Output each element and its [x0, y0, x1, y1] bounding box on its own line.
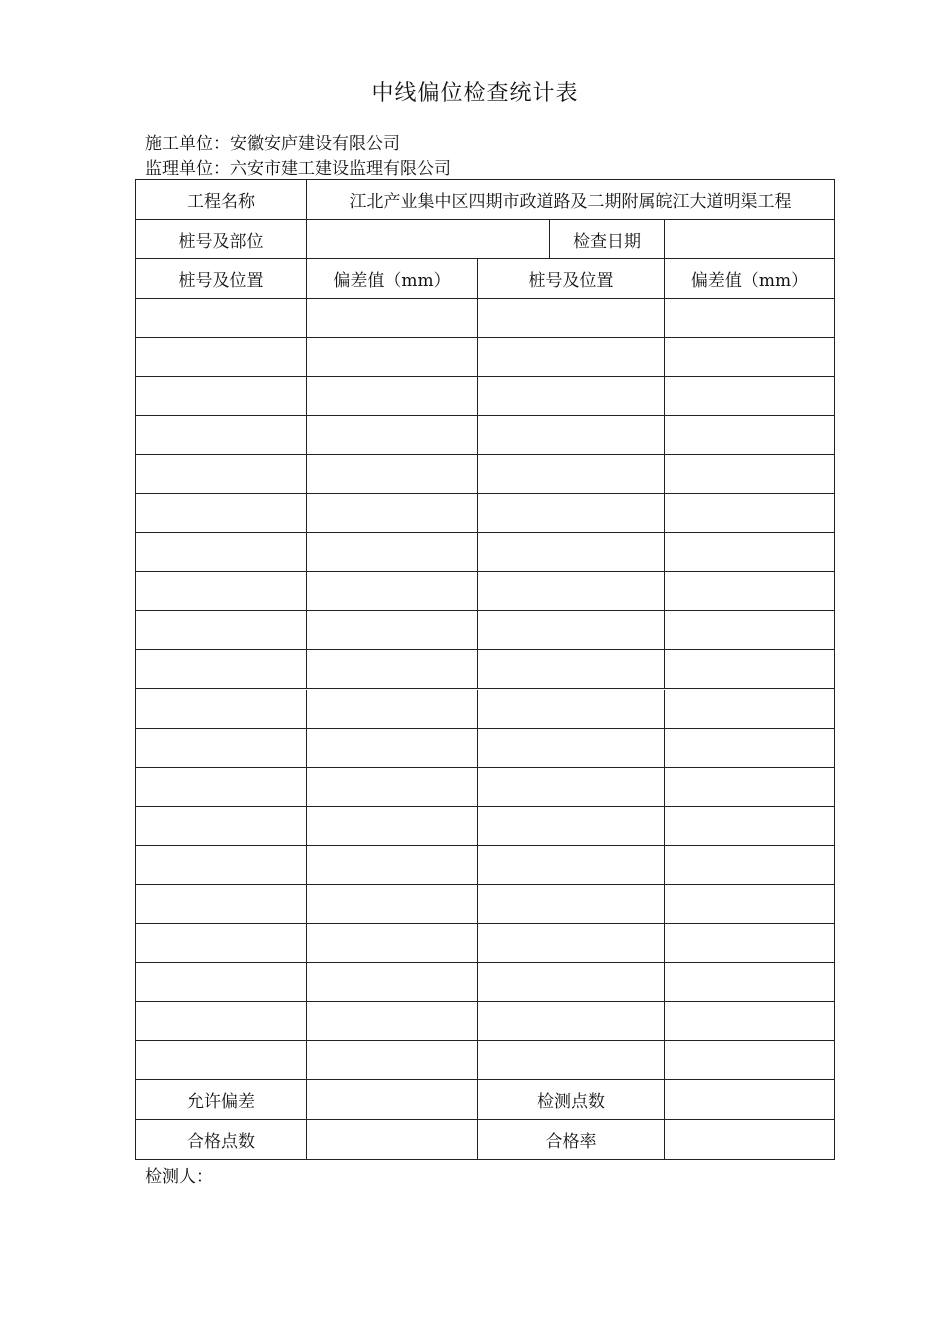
table-cell	[665, 299, 834, 338]
summary-row-1	[136, 1080, 834, 1120]
table-cell	[307, 690, 478, 729]
qualified-rate-value	[665, 1120, 834, 1159]
table-cell	[136, 729, 307, 768]
table-cell	[478, 611, 665, 650]
table-row	[136, 299, 834, 338]
table-cell	[307, 807, 478, 846]
col-deviation-1: 偏差值（mm）	[307, 259, 478, 299]
table-row	[136, 768, 834, 807]
table-row	[136, 1002, 834, 1041]
table-cell	[665, 338, 834, 377]
table-cell	[307, 729, 478, 768]
table-cell	[136, 768, 307, 807]
table-cell	[665, 846, 834, 885]
table-cell	[307, 416, 478, 455]
table-cell	[136, 650, 307, 689]
table-row	[136, 650, 834, 689]
table-cell	[136, 494, 307, 533]
col-station-position-2: 桩号及位置	[478, 259, 665, 299]
table-cell	[665, 924, 834, 963]
table-cell	[665, 650, 834, 689]
table-row	[136, 690, 834, 729]
table-cell	[307, 533, 478, 572]
table-cell	[136, 924, 307, 963]
table-row	[136, 611, 834, 650]
table-cell	[478, 1041, 665, 1080]
table-cell	[478, 338, 665, 377]
table-cell	[478, 299, 665, 338]
table-cell	[478, 963, 665, 1002]
table-cell	[478, 807, 665, 846]
table-cell	[136, 885, 307, 924]
table-cell	[307, 768, 478, 807]
project-name-row	[136, 180, 834, 220]
project-name-value: 江北产业集中区四期市政道路及二期附属皖江大道明渠工程	[307, 180, 834, 220]
col-deviation-2: 偏差值（mm）	[665, 259, 834, 299]
station-part-row	[136, 220, 834, 259]
table-cell	[665, 377, 834, 416]
table-cell	[478, 1002, 665, 1041]
table-cell	[665, 572, 834, 611]
qualified-points-value	[307, 1120, 478, 1159]
table-cell	[307, 377, 478, 416]
table-row	[136, 885, 834, 924]
table-cell	[307, 494, 478, 533]
table-cell	[478, 416, 665, 455]
table-cell	[478, 729, 665, 768]
allowed-deviation-label: 允许偏差	[136, 1080, 307, 1120]
table-cell	[136, 377, 307, 416]
station-part-label: 桩号及部位	[136, 220, 307, 259]
table-row	[136, 416, 834, 455]
table-cell	[665, 768, 834, 807]
table-cell	[665, 533, 834, 572]
project-name-label: 工程名称	[136, 180, 307, 220]
table-cell	[136, 1002, 307, 1041]
col-station-position-1: 桩号及位置	[136, 259, 307, 299]
table-row	[136, 338, 834, 377]
detected-points-label: 检测点数	[478, 1080, 665, 1120]
table-cell	[307, 1002, 478, 1041]
table-row	[136, 494, 834, 533]
allowed-deviation-value	[307, 1080, 478, 1120]
table-cell	[478, 572, 665, 611]
table-cell	[307, 846, 478, 885]
table-cell	[307, 1041, 478, 1080]
inspector-label: 检测人：	[145, 1167, 213, 1187]
table-cell	[665, 885, 834, 924]
table-cell	[478, 494, 665, 533]
table-cell	[665, 1041, 834, 1080]
table-cell	[136, 807, 307, 846]
table-cell	[478, 455, 665, 494]
table-row	[136, 729, 834, 768]
table-cell	[307, 455, 478, 494]
table-cell	[307, 611, 478, 650]
table-cell	[136, 1041, 307, 1080]
table-cell	[478, 768, 665, 807]
table-cell	[307, 338, 478, 377]
qualified-rate-label: 合格率	[478, 1120, 665, 1159]
table-cell	[478, 885, 665, 924]
table-cell	[665, 1002, 834, 1041]
table-cell	[665, 807, 834, 846]
table-row	[136, 924, 834, 963]
table-cell	[665, 494, 834, 533]
table-cell	[136, 690, 307, 729]
table-cell	[307, 963, 478, 1002]
table-cell	[307, 572, 478, 611]
table-cell	[136, 846, 307, 885]
table-cell	[307, 924, 478, 963]
station-part-value	[307, 220, 550, 259]
table-cell	[136, 963, 307, 1002]
table-row	[136, 377, 834, 416]
table-row	[136, 1041, 834, 1080]
column-header-row	[136, 259, 834, 299]
table-row	[136, 846, 834, 885]
table-row	[136, 533, 834, 572]
check-date-label: 检查日期	[550, 220, 665, 259]
table-cell	[136, 299, 307, 338]
supervision-unit: 监理单位：六安市建工建设监理有限公司	[145, 159, 451, 179]
table-cell	[136, 572, 307, 611]
qualified-points-label: 合格点数	[136, 1120, 307, 1159]
table-cell	[665, 690, 834, 729]
table-cell	[478, 690, 665, 729]
table-cell	[136, 533, 307, 572]
table-cell	[478, 846, 665, 885]
table-cell	[307, 650, 478, 689]
table-cell	[136, 455, 307, 494]
check-date-value	[665, 220, 834, 259]
table-cell	[478, 650, 665, 689]
table-cell	[136, 611, 307, 650]
table-cell	[665, 729, 834, 768]
table-row	[136, 963, 834, 1002]
table-cell	[307, 885, 478, 924]
table-cell	[665, 963, 834, 1002]
table-cell	[478, 533, 665, 572]
page-title: 中线偏位检查统计表	[371, 81, 579, 106]
table-cell	[665, 416, 834, 455]
table-cell	[136, 338, 307, 377]
table-cell	[478, 377, 665, 416]
detected-points-value	[665, 1080, 834, 1120]
inspection-table	[135, 179, 835, 1160]
table-cell	[478, 924, 665, 963]
table-cell	[307, 299, 478, 338]
table-row	[136, 572, 834, 611]
table-cell	[665, 611, 834, 650]
table-cell	[665, 455, 834, 494]
table-row	[136, 455, 834, 494]
table-row	[136, 807, 834, 846]
construction-unit: 施工单位：安徽安庐建设有限公司	[145, 134, 400, 154]
table-cell	[136, 416, 307, 455]
summary-row-2	[136, 1120, 834, 1159]
